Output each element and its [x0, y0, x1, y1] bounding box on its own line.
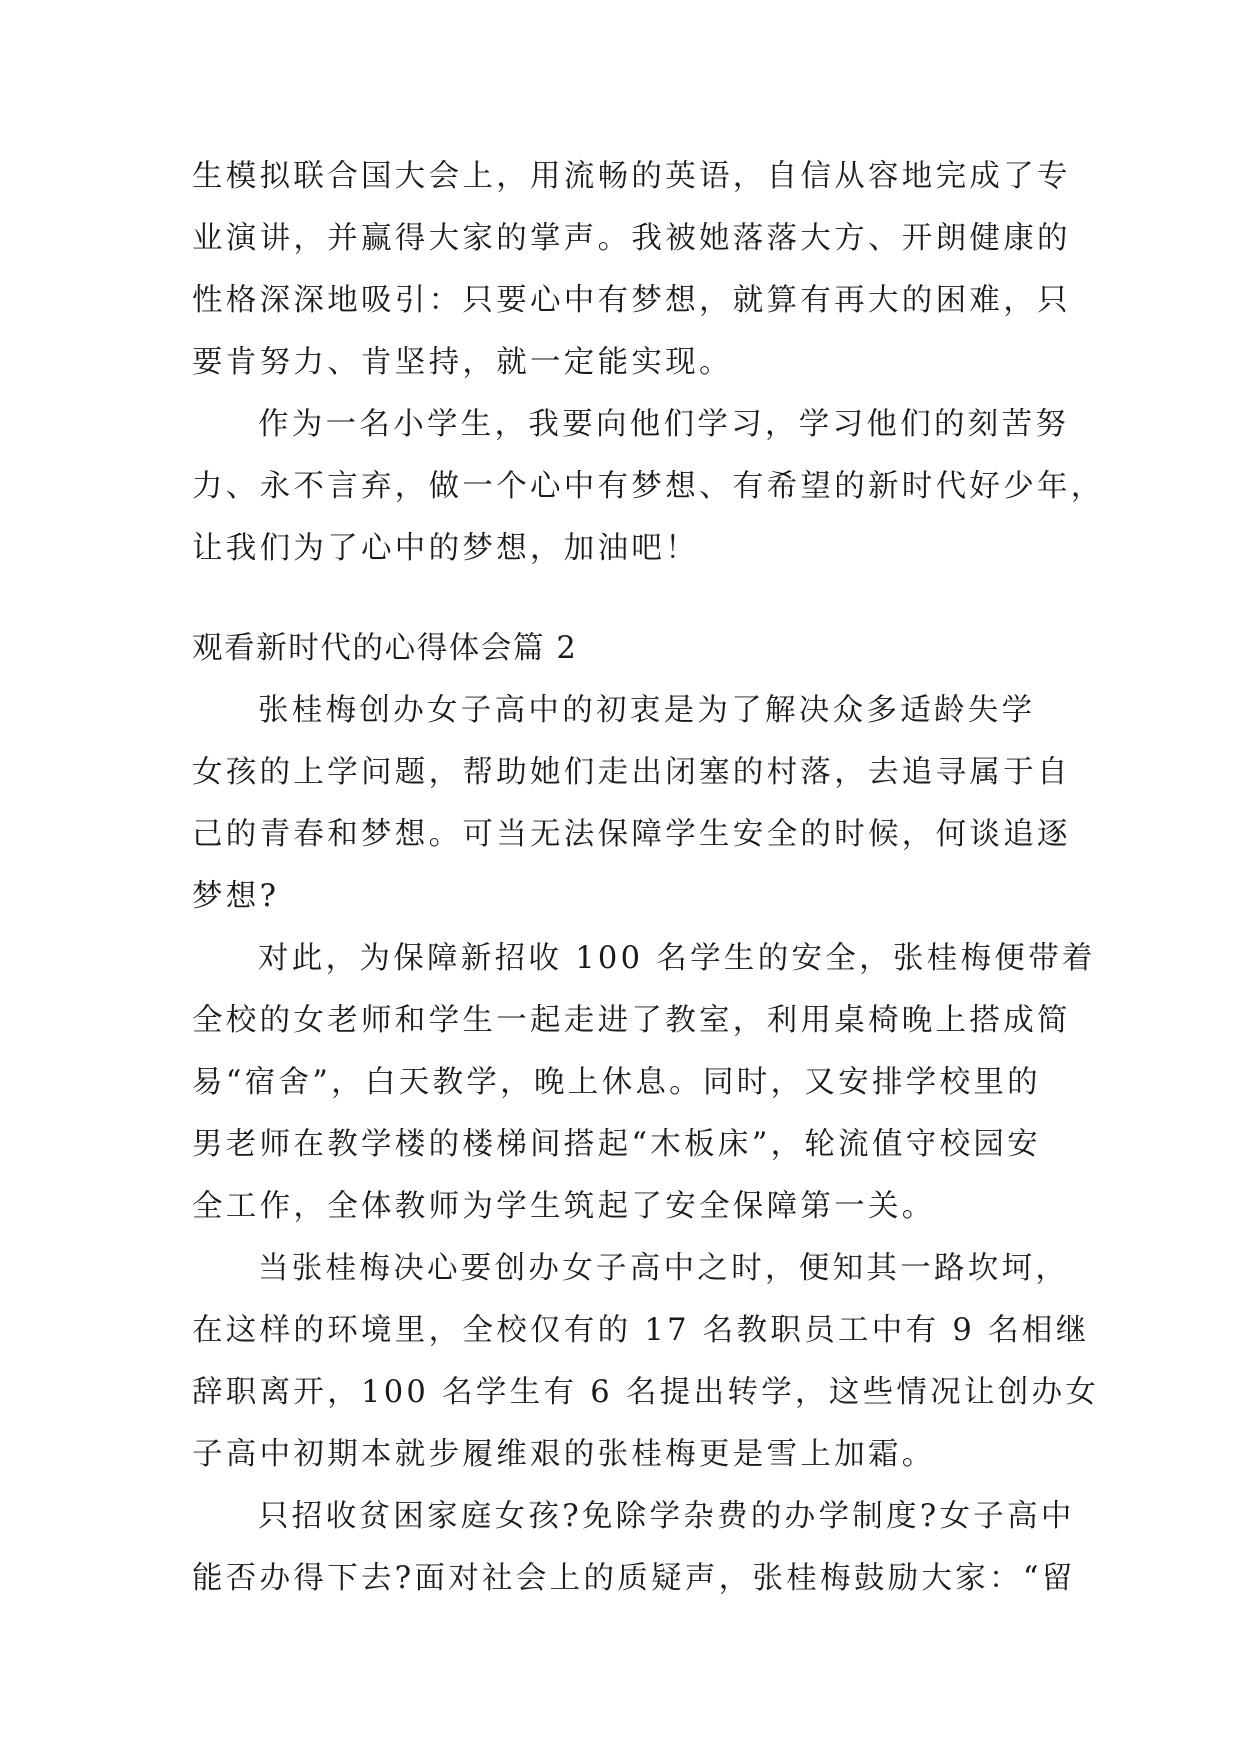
text-line: 让我们为了心中的梦想，加油吧！: [192, 531, 699, 566]
text-line: 要肯努力、肯坚持，就一定能实现。: [192, 345, 733, 380]
text-line: 男老师在教学楼的楼梯间搭起“木板床”，轮流值守校园安: [192, 1127, 1041, 1162]
paragraph: [192, 394, 1105, 580]
paragraph: [192, 680, 1072, 928]
text-line: 子高中初期本就步履维艰的张桂梅更是雪上加霜。: [192, 1437, 936, 1472]
paragraph: [192, 1238, 1100, 1486]
text-line: 易“宿舍”，白天教学，晚上休息。同时，又安排学校里的: [192, 1065, 1041, 1100]
heading-text: 观看新时代的心得体会篇 2: [192, 631, 578, 666]
text-line: 作为一名小学生，我要向他们学习，学习他们的刻苦努: [258, 407, 1070, 442]
text-line: 能否办得下去?面对社会上的质疑声，张桂梅鼓励大家：“留: [192, 1561, 1076, 1596]
text-line: 对此，为保障新招收 100 名学生的安全，张桂梅便带着: [258, 941, 1096, 976]
text-line: 己的青春和梦想。可当无法保障学生安全的时候，何谈追逐: [192, 817, 1071, 852]
text-line: 性格深深地吸引：只要心中有梦想，就算有再大的困难，只: [192, 283, 1071, 318]
text-line: 梦想?: [192, 879, 280, 914]
text-line: 生模拟联合国大会上，用流畅的英语，自信从容地完成了专: [192, 159, 1071, 194]
text-line: 只招收贫困家庭女孩?免除学杂费的办学制度?女子高中: [258, 1499, 1075, 1534]
text-line: 在这样的环境里，全校仅有的 17 名教职员工中有 9 名相继: [192, 1313, 1090, 1348]
text-line: 力、永不言弃，做一个心中有梦想、有希望的新时代好少年，: [192, 469, 1105, 504]
text-line: 张桂梅创办女子高中的初衷是为了解决众多适龄失学: [258, 693, 1036, 728]
section-heading: [192, 618, 1072, 680]
text-line: 女孩的上学问题，帮助她们走出闭塞的村落，去追寻属于自: [192, 755, 1071, 790]
text-line: 全校的女老师和学生一起走进了教室，利用桌椅晚上搭成简: [192, 1003, 1071, 1038]
text-line: 业演讲，并赢得大家的掌声。我被她落落大方、开朗健康的: [192, 221, 1071, 256]
text-line: 当张桂梅决心要创办女子高中之时，便知其一路坎坷，: [258, 1251, 1070, 1286]
paragraph: [192, 1486, 1076, 1610]
text-line: 辞职离开，100 名学生有 6 名提出转学，这些情况让创办女: [192, 1375, 1100, 1410]
paragraph-continuation: [192, 146, 1072, 394]
text-line: 全工作，全体教师为学生筑起了安全保障第一关。: [192, 1189, 936, 1224]
paragraph: [192, 928, 1096, 1238]
